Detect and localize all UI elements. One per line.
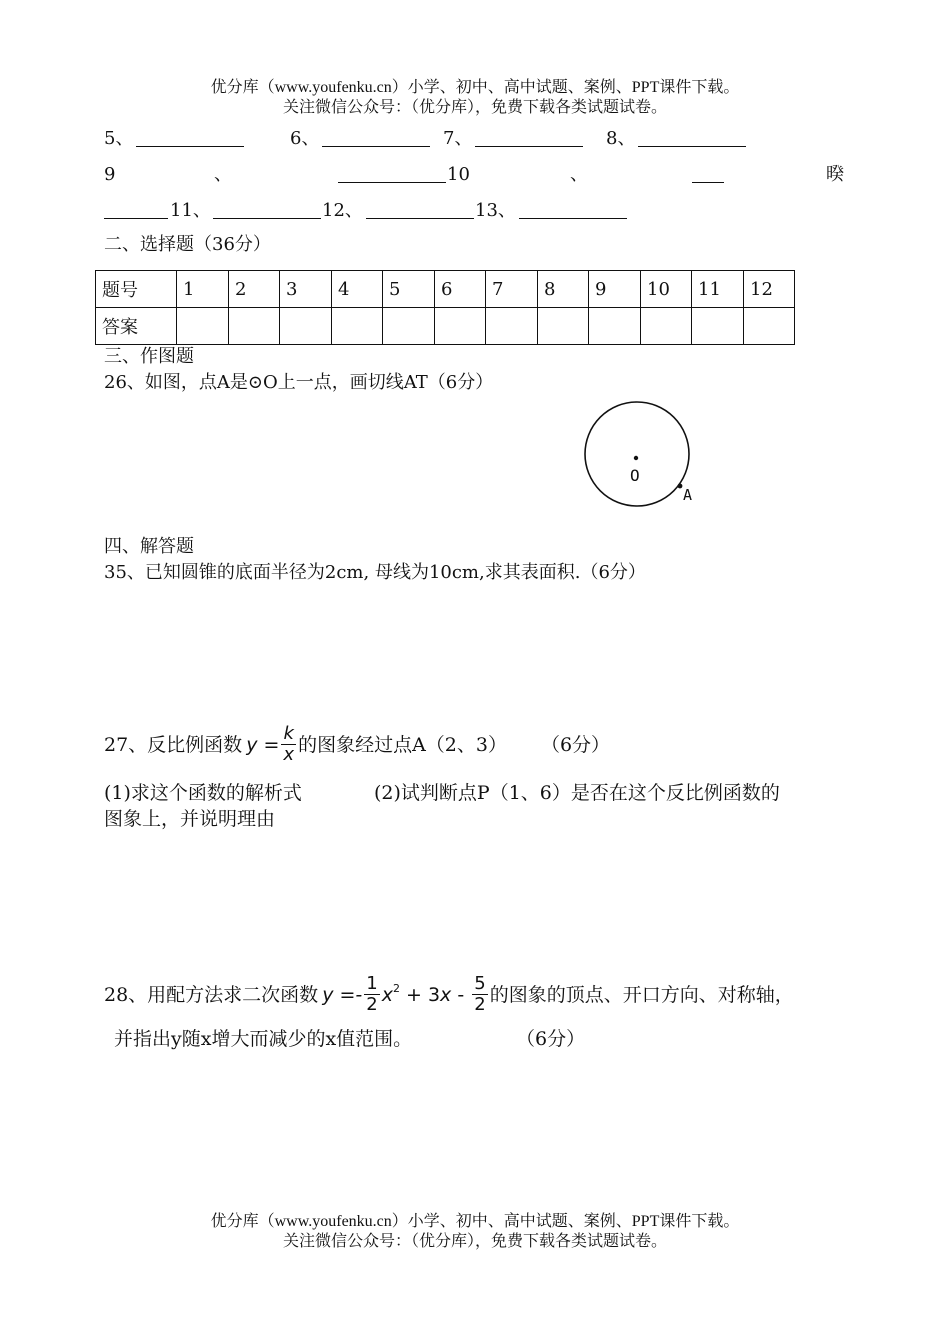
q28-fraction-1 [364, 974, 379, 1015]
answer-cell-4[interactable] [332, 308, 383, 345]
question-28 [104, 974, 794, 1015]
q27-frac-denominator: x [283, 744, 295, 765]
table-number-3: 3 [280, 271, 332, 308]
point-a-label: A [683, 486, 693, 504]
q27-prefix: 27、反比例函数 [104, 733, 243, 756]
stray-character: 暌 [826, 164, 844, 185]
q28-f2-numerator: 5 [474, 973, 486, 994]
table-header-label: 题号 [96, 271, 177, 308]
question-35: 35、已知圆锥的底面半径为2cm, 母线为10cm,求其表面积.（6分） [104, 562, 646, 583]
answer-table [95, 270, 795, 345]
q28-y-equals: y =- [322, 983, 363, 1006]
footer-line-2: 关注微信公众号：（优分库），免费下载各类试题试卷。 [282, 1233, 667, 1250]
table-number-4: 4 [332, 271, 383, 308]
q27-score: （6分） [540, 733, 611, 756]
point-a-dot [678, 484, 683, 489]
table-number-2: 2 [229, 271, 280, 308]
blank-sep-2: 、 [570, 164, 588, 185]
table-row-header [96, 271, 795, 308]
table-number-8: 8 [538, 271, 589, 308]
footer-line-1: 优分库（www.youfenku.cn）小学、初中、高中试题、案例、PPT课件下载。 [210, 1213, 740, 1230]
q28-minus: - [451, 983, 471, 1006]
table-row-answers [96, 308, 795, 345]
center-label: O [630, 466, 640, 485]
circle-outline [585, 402, 689, 506]
answer-cell-2[interactable] [229, 308, 280, 345]
table-answer-label: 答案 [96, 308, 177, 345]
answer-blank-10-cont[interactable] [104, 200, 168, 219]
table-number-9: 9 [589, 271, 641, 308]
answer-blank-5[interactable] [136, 128, 244, 147]
blank-sep-1: 、 [214, 164, 232, 185]
q27-frac-numerator: k [281, 724, 296, 745]
answer-cell-7[interactable] [486, 308, 538, 345]
blank-label-8: 8、 [606, 128, 636, 149]
q28-exponent: 2 [392, 981, 400, 995]
q27-part-2: (2)试判断点P（1、6）是否在这个反比例函数的 [374, 782, 780, 804]
table-number-7: 7 [486, 271, 538, 308]
q28-suffix: 的图象的顶点、开口方向、对称轴， [489, 983, 794, 1006]
center-point-dot [634, 456, 638, 460]
answer-blank-12[interactable] [366, 200, 474, 219]
section-3-title: 三、作图题 [104, 346, 194, 367]
blank-label-11: 11、 [170, 200, 211, 221]
blank-label-5: 5、 [104, 128, 134, 149]
answer-cell-3[interactable] [280, 308, 332, 345]
section-2-title: 二、选择题（36分） [104, 234, 271, 255]
q27-part-1: (1)求这个函数的解析式 [104, 782, 302, 804]
table-number-1: 1 [177, 271, 229, 308]
q28-term-x: x [381, 983, 393, 1006]
q28-term-x-2: x [440, 983, 452, 1006]
answer-cell-10[interactable] [641, 308, 692, 345]
question-27 [104, 724, 610, 765]
table-number-5: 5 [383, 271, 435, 308]
q28-score: （6分） [516, 1028, 586, 1050]
q28-prefix: 28、用配方法求二次函数 [104, 983, 319, 1006]
blank-label-7: 7、 [443, 128, 473, 149]
blank-label-6: 6、 [290, 128, 320, 149]
answer-blank-8[interactable] [638, 128, 746, 147]
answer-blank-7[interactable] [475, 128, 583, 147]
blank-label-10: 10 [447, 164, 470, 185]
q27-suffix: 的图象经过点A（2、3） [298, 733, 507, 756]
q27-fraction [281, 724, 296, 765]
answer-cell-11[interactable] [692, 308, 744, 345]
q27-part-2-continued: 图象上，并说明理由 [104, 808, 276, 830]
q28-line-2: 并指出y随x增大而减少的x值范围。 [114, 1028, 413, 1050]
answer-blank-10[interactable] [692, 164, 724, 183]
header-line-1: 优分库（www.youfenku.cn）小学、初中、高中试题、案例、PPT课件下载。 [210, 79, 740, 96]
answer-cell-6[interactable] [435, 308, 486, 345]
header-line-2: 关注微信公众号：（优分库），免费下载各类试题试卷。 [282, 99, 667, 116]
answer-cell-12[interactable] [744, 308, 795, 345]
answer-blank-13[interactable] [519, 200, 627, 219]
q28-f2-denominator: 2 [474, 994, 486, 1015]
blank-label-9: 9 [104, 164, 116, 185]
answer-cell-5[interactable] [383, 308, 435, 345]
answer-cell-1[interactable] [177, 308, 229, 345]
table-number-10: 10 [641, 271, 692, 308]
q28-plus-term: + 3 [399, 983, 441, 1006]
q28-f1-denominator: 2 [366, 994, 378, 1015]
answer-blank-11[interactable] [213, 200, 321, 219]
q28-fraction-2 [472, 974, 487, 1015]
answer-blank-6[interactable] [322, 128, 430, 147]
answer-blank-9[interactable] [338, 164, 446, 183]
answer-cell-8[interactable] [538, 308, 589, 345]
blank-label-13: 13、 [475, 200, 516, 221]
table-number-12: 12 [744, 271, 795, 308]
blank-label-12: 12、 [322, 200, 363, 221]
table-number-6: 6 [435, 271, 486, 308]
circle-figure [580, 400, 700, 510]
q27-function-lhs: y = [246, 733, 280, 756]
q28-f1-numerator: 1 [366, 973, 378, 994]
table-number-11: 11 [692, 271, 744, 308]
section-4-title: 四、解答题 [104, 536, 194, 557]
question-26: 26、如图，点A是⊙O上一点，画切线AT（6分） [104, 372, 494, 393]
answer-cell-9[interactable] [589, 308, 641, 345]
